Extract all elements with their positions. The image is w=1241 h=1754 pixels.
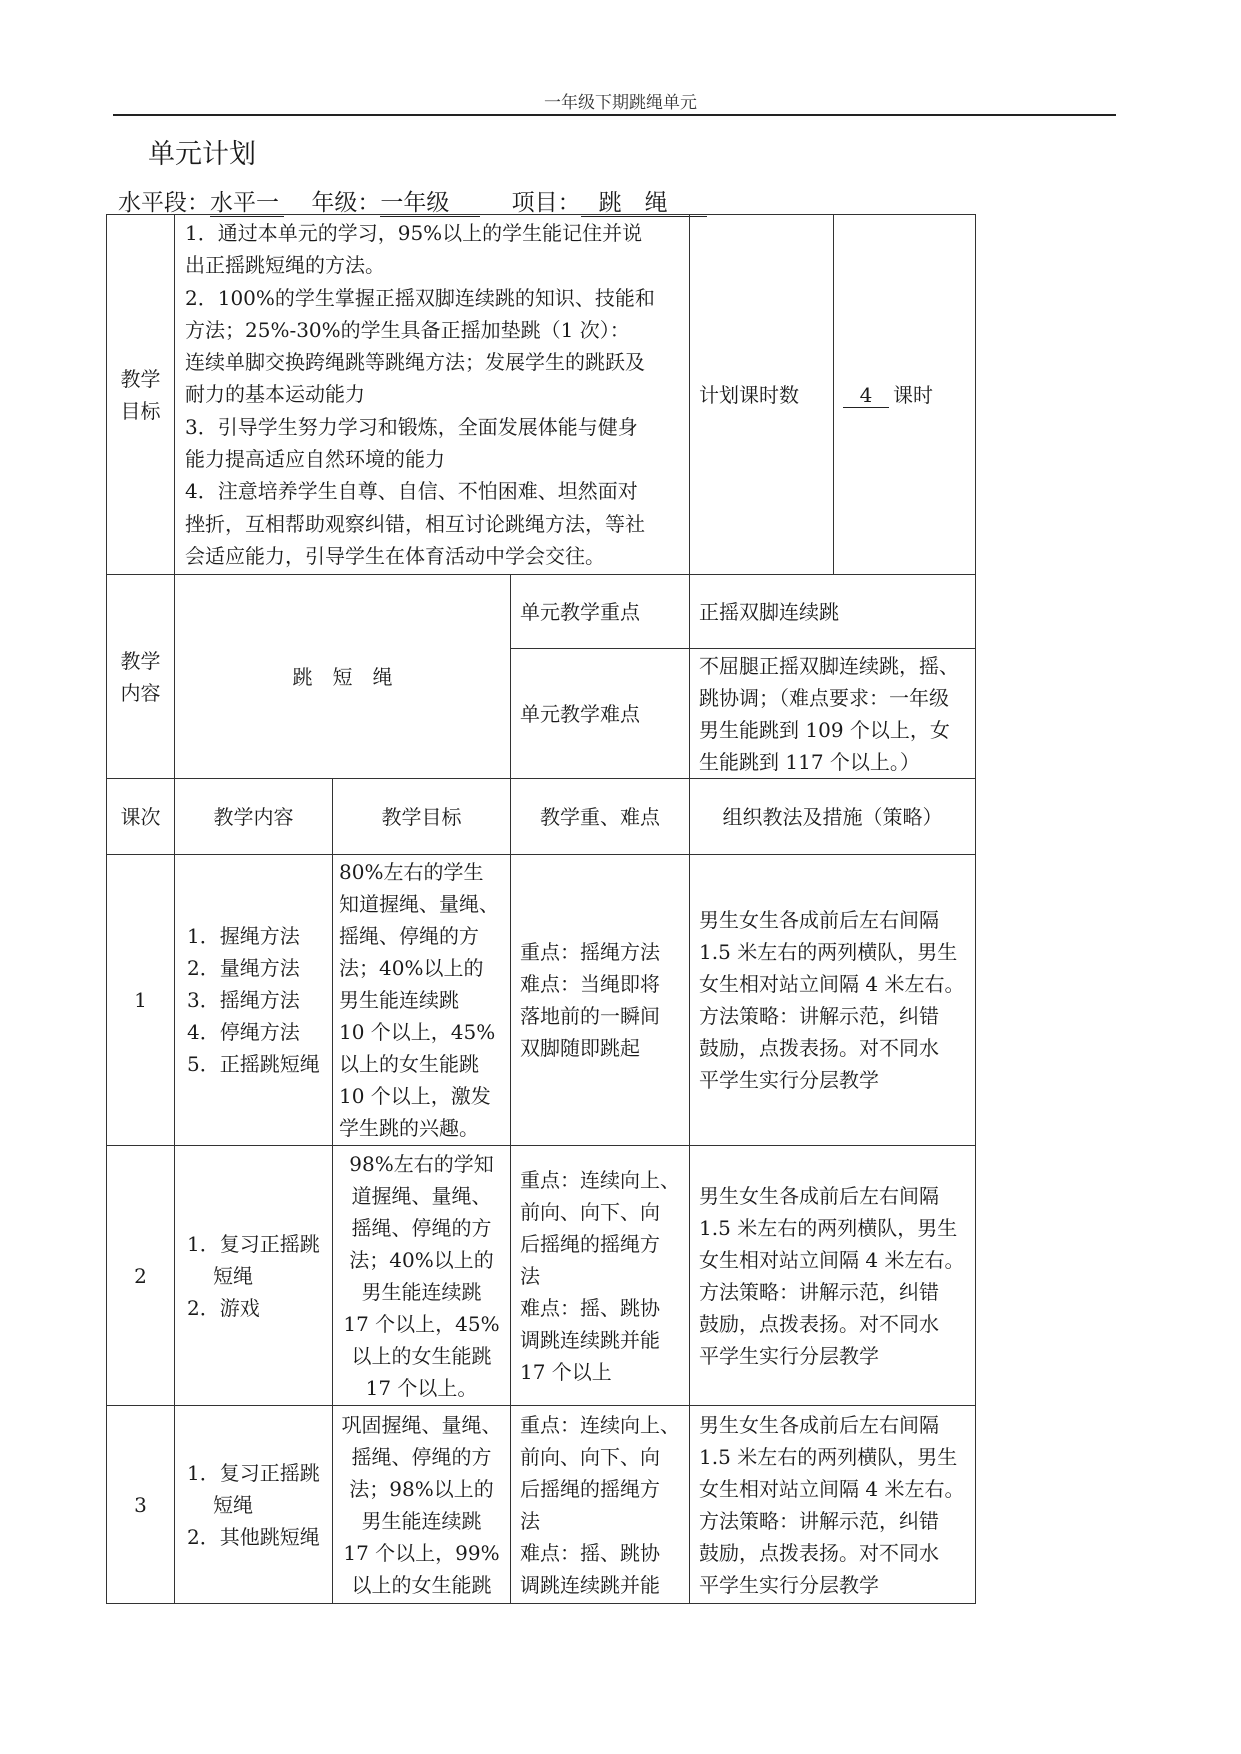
lesson-content bbox=[175, 1146, 333, 1406]
meta-line bbox=[118, 184, 707, 217]
lesson-no: 2 bbox=[107, 1146, 175, 1406]
content-row-key bbox=[107, 575, 976, 649]
objective-line: 法；40%以上的 bbox=[349, 1247, 494, 1272]
goal-line: 4．注意培养学生自尊、自信、不怕困难、坦然面对 bbox=[185, 479, 638, 504]
objective-line: 学生跳的兴趣。 bbox=[339, 1116, 479, 1141]
lesson-objective bbox=[333, 855, 511, 1146]
objective-line: 以上的女生能跳 bbox=[351, 1343, 492, 1368]
content-item: 1．复习正摇跳 bbox=[187, 1460, 320, 1485]
goal-line: 挫折，互相帮助观察纠错，相互讨论跳绳方法，等社 bbox=[185, 511, 645, 536]
points-line: 法 bbox=[520, 1508, 540, 1533]
goals-label: 教学 目标 bbox=[107, 215, 175, 575]
points-line: 法 bbox=[520, 1263, 540, 1288]
points-line: 后摇绳的摇绳方 bbox=[520, 1476, 660, 1501]
hours-cell bbox=[834, 215, 976, 575]
header-points: 教学重、难点 bbox=[511, 779, 690, 855]
content-item: 2．量绳方法 bbox=[187, 956, 300, 981]
points-line: 前向、向下、向 bbox=[520, 1199, 660, 1224]
content-value: 跳 短 绳 bbox=[175, 575, 511, 779]
header-content: 教学内容 bbox=[175, 779, 333, 855]
method-line: 鼓励，点拨表扬。对不同水 bbox=[699, 1540, 940, 1565]
key-point-label: 单元教学重点 bbox=[511, 575, 690, 649]
header-lesson-no: 课次 bbox=[107, 779, 175, 855]
hours-unit: 课时 bbox=[893, 382, 934, 407]
content-item: 3．摇绳方法 bbox=[187, 988, 300, 1013]
lesson-content bbox=[175, 1406, 333, 1604]
points-line: 调跳连续跳并能 bbox=[520, 1327, 660, 1352]
goal-line: 能力提高适应自然环境的能力 bbox=[185, 447, 445, 472]
lesson-content bbox=[175, 855, 333, 1146]
difficult-point-value bbox=[690, 649, 976, 779]
table-row bbox=[107, 855, 976, 1146]
unit-plan-table bbox=[106, 214, 976, 1604]
objective-line: 10 个以上，45% bbox=[339, 1020, 496, 1045]
page-title: 单元计划 bbox=[148, 139, 256, 170]
running-header: 一年级下期跳绳单元 bbox=[544, 93, 697, 113]
lesson-method bbox=[690, 855, 976, 1146]
points-line: 难点：摇、跳协 bbox=[520, 1295, 660, 1320]
points-line: 难点：当绳即将 bbox=[520, 972, 660, 997]
objective-line: 80%左右的学生 bbox=[339, 860, 484, 885]
content-item: 5．正摇跳短绳 bbox=[187, 1052, 320, 1077]
level-label: 水平段： bbox=[118, 190, 210, 216]
lesson-objective bbox=[333, 1406, 511, 1604]
goal-line: 3．引导学生努力学习和锻炼，全面发展体能与健身 bbox=[185, 414, 638, 439]
lesson-method bbox=[690, 1406, 976, 1604]
key-point-value: 正摇双脚连续跳 bbox=[690, 575, 976, 649]
content-item: 短绳 bbox=[213, 1492, 253, 1517]
points-line: 调跳连续跳并能 bbox=[520, 1572, 660, 1597]
points-line: 17 个以上 bbox=[520, 1359, 612, 1384]
grade-value: 一年级 bbox=[380, 190, 480, 217]
table-row bbox=[107, 1146, 976, 1406]
table-row bbox=[107, 1406, 976, 1604]
objective-line: 法；40%以上的 bbox=[339, 956, 484, 981]
lesson-no: 1 bbox=[107, 855, 175, 1146]
method-line: 女生相对站立间隔 4 米左右。 bbox=[699, 972, 965, 997]
goal-line: 会适应能力，引导学生在体育活动中学会交往。 bbox=[185, 543, 605, 568]
objective-line: 以上的女生能跳 bbox=[351, 1572, 492, 1597]
content-item: 2．游戏 bbox=[187, 1295, 260, 1320]
points-line: 后摇绳的摇绳方 bbox=[520, 1231, 660, 1256]
goal-line: 2．100%的学生掌握正摇双脚连续跳的知识、技能和 bbox=[185, 285, 655, 310]
lesson-points bbox=[511, 1146, 690, 1406]
hours-value: 4 bbox=[843, 383, 889, 408]
goal-line: 方法；25%-30%的学生具备正摇加垫跳（1 次）： bbox=[185, 317, 630, 342]
content-item: 短绳 bbox=[213, 1263, 253, 1288]
level-value: 水平一 bbox=[210, 190, 284, 217]
header-rule bbox=[113, 114, 1116, 116]
method-line: 平学生实行分层教学 bbox=[699, 1068, 880, 1093]
goal-line: 1．通过本单元的学习，95%以上的学生能记住并说 bbox=[185, 221, 643, 245]
objective-line: 17 个以上，99% bbox=[343, 1540, 500, 1565]
lesson-points bbox=[511, 855, 690, 1146]
points-line: 双脚随即跳起 bbox=[520, 1036, 640, 1061]
goals-text bbox=[175, 215, 690, 575]
objective-line: 男生能连续跳 bbox=[361, 1508, 482, 1533]
points-line: 重点：连续向上、 bbox=[520, 1412, 680, 1437]
grade-label: 年级： bbox=[311, 190, 381, 216]
lesson-objective bbox=[333, 1146, 511, 1406]
content-label: 教学 内容 bbox=[107, 575, 175, 779]
points-line: 重点：连续向上、 bbox=[520, 1167, 680, 1192]
method-line: 方法策略：讲解示范，纠错 bbox=[699, 1004, 940, 1029]
goals-row bbox=[107, 215, 976, 575]
content-item: 1．复习正摇跳 bbox=[187, 1231, 320, 1256]
objective-line: 男生能连续跳 bbox=[339, 988, 459, 1013]
objective-line: 摇绳、停绳的方 bbox=[339, 924, 479, 949]
difficult-line: 跳协调；（难点要求：一年级 bbox=[699, 685, 950, 710]
hours-label: 计划课时数 bbox=[690, 215, 834, 575]
content-item: 1．握绳方法 bbox=[187, 924, 300, 949]
method-line: 方法策略：讲解示范，纠错 bbox=[699, 1508, 940, 1533]
goal-line: 耐力的基本运动能力 bbox=[185, 382, 365, 407]
difficult-line: 男生能跳到 109 个以上，女 bbox=[699, 717, 950, 742]
goal-line: 连续单脚交换跨绳跳等跳绳方法；发展学生的跳跃及 bbox=[185, 350, 645, 375]
method-line: 1.5 米左右的两列横队，男生 bbox=[699, 1215, 958, 1240]
objective-line: 巩固握绳、量绳、 bbox=[341, 1412, 502, 1437]
objective-line: 男生能连续跳 bbox=[361, 1279, 482, 1304]
points-line: 重点：摇绳方法 bbox=[520, 940, 660, 965]
objective-line: 知道握绳、量绳、 bbox=[339, 892, 499, 917]
objective-line: 道握绳、量绳、 bbox=[351, 1183, 492, 1208]
points-line: 前向、向下、向 bbox=[520, 1444, 660, 1469]
content-item: 4．停绳方法 bbox=[187, 1020, 300, 1045]
lesson-method bbox=[690, 1146, 976, 1406]
method-line: 平学生实行分层教学 bbox=[699, 1572, 880, 1597]
method-line: 男生女生各成前后左右间隔 bbox=[699, 908, 940, 933]
difficult-line: 不屈腿正摇双脚连续跳，摇、 bbox=[699, 653, 960, 678]
method-line: 鼓励，点拨表扬。对不同水 bbox=[699, 1311, 940, 1336]
lesson-points bbox=[511, 1406, 690, 1604]
method-line: 女生相对站立间隔 4 米左右。 bbox=[699, 1476, 965, 1501]
method-line: 鼓励，点拨表扬。对不同水 bbox=[699, 1036, 940, 1061]
objective-line: 摇绳、停绳的方 bbox=[351, 1215, 492, 1240]
objective-line: 摇绳、停绳的方 bbox=[351, 1444, 492, 1469]
difficult-line: 生能跳到 117 个以上。） bbox=[699, 749, 920, 774]
difficult-point-label: 单元教学难点 bbox=[511, 649, 690, 779]
method-line: 平学生实行分层教学 bbox=[699, 1343, 880, 1368]
lesson-no: 3 bbox=[107, 1406, 175, 1604]
method-line: 女生相对站立间隔 4 米左右。 bbox=[699, 1247, 965, 1272]
content-item: 2．其他跳短绳 bbox=[187, 1524, 320, 1549]
method-line: 男生女生各成前后左右间隔 bbox=[699, 1183, 940, 1208]
goal-line: 出正摇跳短绳的方法。 bbox=[185, 253, 385, 278]
points-line: 难点：摇、跳协 bbox=[520, 1540, 660, 1565]
method-line: 1.5 米左右的两列横队，男生 bbox=[699, 1444, 958, 1469]
objective-line: 17 个以上，45% bbox=[343, 1311, 500, 1336]
objective-line: 法；98%以上的 bbox=[349, 1476, 494, 1501]
lesson-header-row bbox=[107, 779, 976, 855]
project-value: 跳 绳 bbox=[581, 190, 707, 217]
method-line: 男生女生各成前后左右间隔 bbox=[699, 1412, 940, 1437]
objective-line: 10 个以上，激发 bbox=[339, 1084, 491, 1109]
method-line: 1.5 米左右的两列横队，男生 bbox=[699, 940, 958, 965]
points-line: 落地前的一瞬间 bbox=[520, 1004, 660, 1029]
header-method: 组织教法及措施（策略） bbox=[690, 779, 976, 855]
objective-line: 以上的女生能跳 bbox=[339, 1052, 479, 1077]
header-objective: 教学目标 bbox=[333, 779, 511, 855]
objective-line: 17 个以上。 bbox=[365, 1375, 478, 1400]
objective-line: 98%左右的学知 bbox=[349, 1151, 494, 1176]
method-line: 方法策略：讲解示范，纠错 bbox=[699, 1279, 940, 1304]
project-label: 项目： bbox=[511, 190, 581, 216]
